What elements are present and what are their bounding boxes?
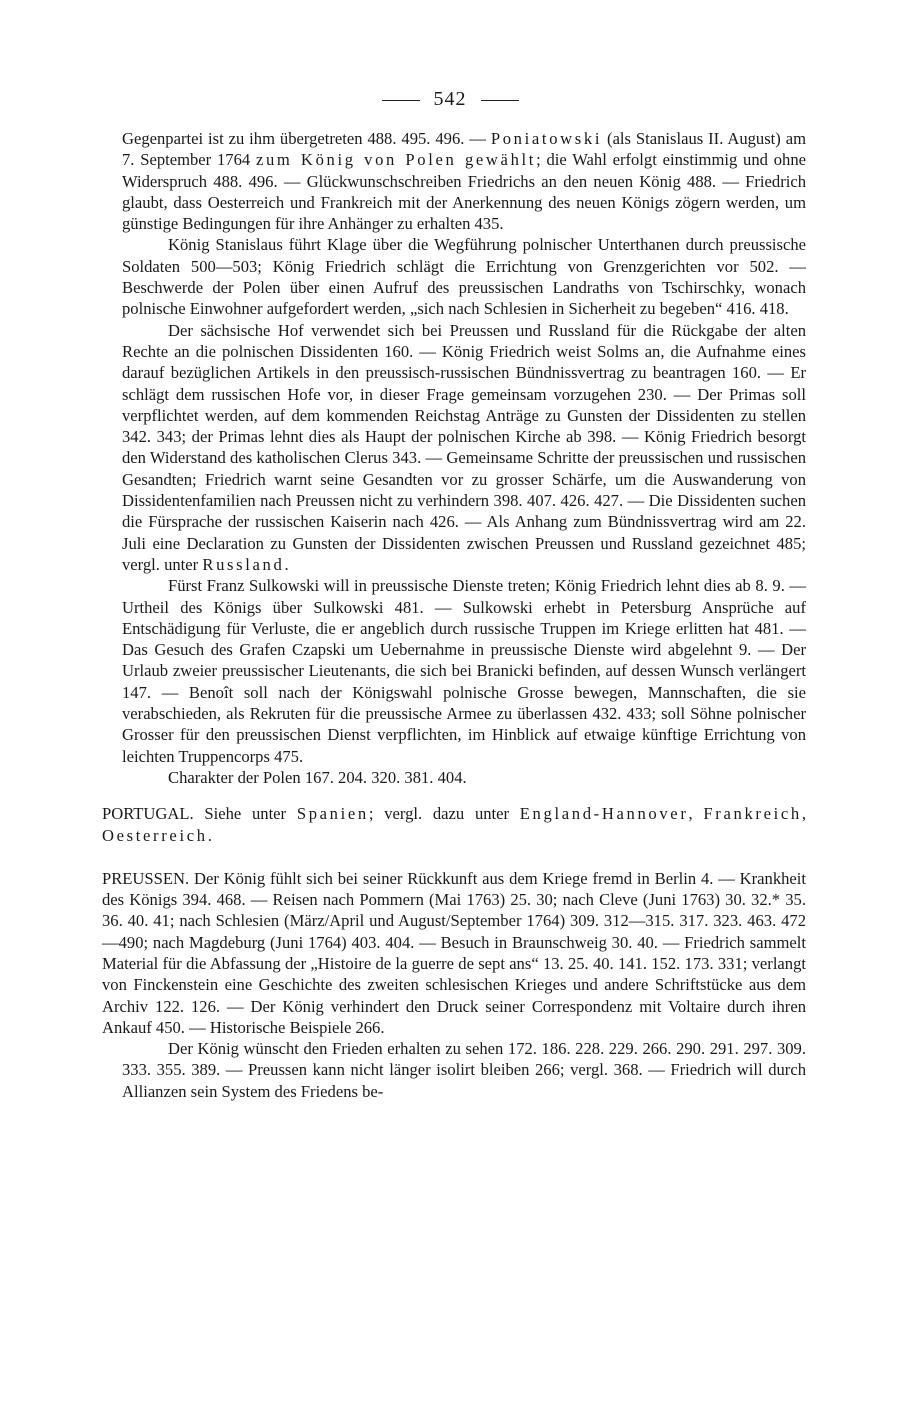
spaced-term: Russland <box>202 554 285 574</box>
text-run: Gegenpartei ist zu ihm übergetreten 488. 495. 496. — <box>122 129 491 148</box>
text-run: Der sächsische Hof verwendet sich bei Preussen und Russland für die Rückgabe der alten Rechte an die polnischen Dissidenten 160. — König Friedrich weist Solms an, die Aufnahme eines darauf bezüglichen Artikels in den preussisch-russischen Bündnissvertrag zu beantragen 160. — Er schlägt dem russischen Hofe vor, in dieser Frage gemeinsam vorzugehen 230. — Der Primas soll verpflichtet werden, auf dem kommenden Reichstag Anträge zu Gunsten der Dissidenten zu stellen 342. 343; der Primas lehnt dies als Haupt der polnischen Kirche ab 398. — König Friedrich besorgt den Widerstand des katholischen Clerus 343. — Gemeinsame Schritte der preussischen und russischen Gesandten; Friedrich warnt seine Gesandten vor zu grosser Schärfe, um die Auswanderung von Dissidentenfamilien nach Preussen nicht zu verhindern 398. 407. 426. 427. — Die Dissidenten suchen die Fürsprache der russischen Kaiserin nach 426. — Als Anhang zum Bündnissvertrag wird am 22. Juli eine Declaration zu Gunsten der Dissidenten zwischen Preussen und Russland gezeichnet 485; vergl. unter <box>122 320 806 574</box>
spaced-term: England-Hannover <box>519 804 689 824</box>
text-run: . <box>284 554 289 574</box>
index-entry-paragraph <box>102 803 806 846</box>
entry-heading: PREUSSEN. <box>102 868 190 888</box>
text-run: König Stanislaus führt Klage über die Wegführung polnischer Unterthanen durch preussische Soldaten 500—503; König Friedrich schlägt die Errichtung von Grenzgerichten vor 502. — Beschwerde der Polen über einen Aufruf des preussischen Landraths von Tschirschky, wonach polnische Einwohner aufgefordert werden, „sich nach Schlesien in Sicherheit zu begeben“ 416. 418. <box>122 235 806 319</box>
text-run: Der König wünscht den Frieden erhalten zu sehen 172. 186. 228. 229. 266. 290. 291. 297. 309. 333. 355. 389. — Preussen kann nicht länger isolirt bleiben 266; vergl. 368. — Friedrich will durch Allianzen sein System des Friedens be- <box>122 1039 806 1101</box>
paragraph <box>122 575 806 767</box>
text-run: Siehe unter <box>193 804 297 824</box>
text-run: Charakter der Polen 167. 204. 320. 381. 404. <box>168 767 467 787</box>
text-run: Der König fühlt sich bei seiner Rückkunft aus dem Kriege fremd in Berlin 4. — Krankheit des Königs 394. 468. — Reisen nach Pommern (Mai 1763) 25. 30; nach Cleve (Juni 1763) 30. 32.* 35. 36. 40. 41; nach Schlesien (März/April und August/September 1764) 309. 312—315. 317. 323. 463. 472—490; nach Magdeburg (Juni 1764) 403. 404. — Besuch in Braunschweig 30. 40. — Friedrich sammelt Material für die Abfassung der „Histoire de la guerre de sept ans“ 13. 25. 40. 141. 152. 173. 331; verlangt von Finckenstein eine Geschichte des zweiten schlesischen Krieges und andere Schriftstücke aus dem Archiv 122. 126. — Der König verhindert den Druck seiner Correspondenz mit Voltaire durch ihren Ankauf 450. — Historische Beispiele 266. <box>102 868 806 1037</box>
text-run: , <box>688 804 704 824</box>
index-entry-paragraph <box>102 868 806 1038</box>
header-rule-right <box>481 100 519 101</box>
entry-heading: PORTUGAL. <box>102 804 194 824</box>
page-header <box>0 88 900 111</box>
text-run: . <box>207 825 212 845</box>
spaced-term: Spanien <box>296 804 369 824</box>
paragraph <box>122 234 806 319</box>
text-run: (als Stanislaus II. August) am 7. September 1764 <box>122 129 806 170</box>
text-run: ; vergl. dazu unter <box>368 804 520 824</box>
spaced-term: zum König von Polen gewählt <box>255 150 537 170</box>
text-run: Fürst Franz Sulkowski will in preussische Dienste treten; König Friedrich lehnt dies ab 8. 9. — Urtheil des Königs über Sulkowski 481. — Sulkowski erhebt in Petersburg Ansprüche auf Entschädigung für Verluste, die er angeblich durch russische Truppen im Kriege erlitten hat 481. — Das Gesuch des Grafen Czapski um Uebernahme in preussische Dienste wird abgelehnt 9. — Der Urlaub zweier preussischer Lieutenants, die sich bei Branicki befinden, auf dessen Wunsch verlängert 147. — Benoît soll nach der Königswahl polnische Grosse bewegen, Mannschaften, die sie verabschieden, als Rekruten für die preussische Armee zu überlassen 432. 433; soll Söhne polnischer Grosser für den preussischen Dienst verpflichten, im Hinblick auf etwaige künftige Errichtung von leichten Truppencorps 475. <box>122 576 806 766</box>
paragraph <box>122 320 806 576</box>
spaced-term: Frankreich <box>703 804 802 824</box>
page-number: 542 <box>433 88 467 110</box>
spaced-term: Poniatowski <box>490 129 603 148</box>
spaced-term: Oesterreich <box>102 825 208 845</box>
header-rule-left <box>382 100 420 101</box>
paragraph <box>122 1038 806 1102</box>
text-run: , <box>801 804 806 824</box>
paragraph <box>122 128 806 234</box>
body-text <box>102 128 806 1102</box>
paragraph <box>122 767 806 788</box>
text-run: ; die Wahl erfolgt einstimmig und ohne Widerspruch 488. 496. — Glückwunschschreiben Friedrichs an den neuen König 488. — Friedrich glaubt, dass Oesterreich und Frankreich mit der Anerkennung des neuen Königs zögern werden, um günstige Bedingungen für ihre Anhänger zu erhalten 435. <box>122 150 806 234</box>
